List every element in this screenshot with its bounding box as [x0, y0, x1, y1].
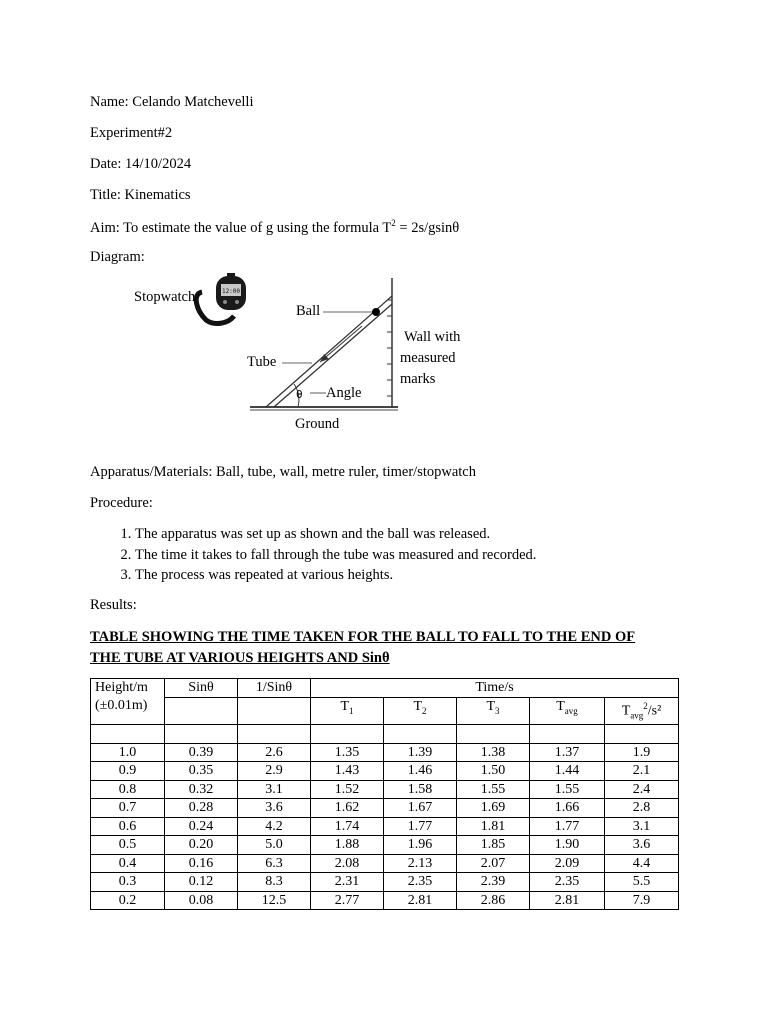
table-cell: 2.4 — [605, 780, 679, 799]
table-cell: 2.86 — [457, 891, 530, 910]
table-cell: 0.3 — [91, 873, 165, 892]
table-cell: 0.6 — [91, 817, 165, 836]
table-cell: 2.6 — [238, 743, 311, 762]
table-cell: 0.2 — [91, 891, 165, 910]
table-cell: 3.1 — [605, 817, 679, 836]
table-cell: 1.38 — [457, 743, 530, 762]
header-time: Time/s — [311, 679, 679, 698]
angle-label: Angle — [326, 385, 362, 401]
table-cell: 3.6 — [238, 799, 311, 818]
ground-label: Ground — [295, 416, 340, 432]
table-cell: 6.3 — [238, 854, 311, 873]
table-cell: 1.74 — [311, 817, 384, 836]
table-row — [91, 799, 679, 818]
table-row — [91, 836, 679, 855]
table-cell: 0.28 — [165, 799, 238, 818]
table-row — [91, 780, 679, 799]
stopwatch-icon — [196, 273, 246, 323]
tube-label: Tube — [247, 354, 277, 370]
results-table — [90, 678, 679, 910]
table-cell: 0.24 — [165, 817, 238, 836]
table-cell: 0.7 — [91, 799, 165, 818]
apparatus-materials: Apparatus/Materials: Ball, tube, wall, metre ruler, timer/stopwatch — [90, 464, 476, 480]
table-cell: 1.50 — [457, 762, 530, 781]
table-cell: 1.77 — [530, 817, 605, 836]
table-cell: 1.55 — [457, 780, 530, 799]
table-cell: 0.08 — [165, 891, 238, 910]
header-inverse-sin: 1/Sinθ — [238, 679, 311, 698]
table-cell: 8.3 — [238, 873, 311, 892]
table-cell: 1.35 — [311, 743, 384, 762]
table-cell: 3.6 — [605, 836, 679, 855]
table-cell: 7.9 — [605, 891, 679, 910]
theta-symbol: θ — [296, 388, 303, 401]
procedure-label: Procedure: — [90, 495, 153, 511]
stopwatch-label: Stopwatch — [134, 289, 196, 305]
table-cell: 0.39 — [165, 743, 238, 762]
table-row — [91, 891, 679, 910]
table-cell: 1.39 — [384, 743, 457, 762]
table-cell: 1.44 — [530, 762, 605, 781]
table-cell: 1.52 — [311, 780, 384, 799]
table-cell: 2.08 — [311, 854, 384, 873]
table-cell: 1.0 — [91, 743, 165, 762]
header-sin: Sinθ — [165, 679, 238, 698]
header-tavg-squared: $T_{avg}^2/s^2$ — [605, 697, 679, 725]
procedure-step: 2. The time it takes to fall through the tube was measured and recorded. — [135, 545, 536, 566]
table-cell: 0.35 — [165, 762, 238, 781]
table-row — [91, 743, 679, 762]
table-cell: 0.16 — [165, 854, 238, 873]
title: Title: Kinematics — [90, 187, 191, 203]
aim: Aim: To estimate the value of g using the formula $T^2 = 2s/gsin\theta$ — [90, 218, 460, 236]
table-cell: 2.1 — [605, 762, 679, 781]
table-cell: 12.5 — [238, 891, 311, 910]
table-row — [91, 873, 679, 892]
table-cell: 1.90 — [530, 836, 605, 855]
header-t1: $T_1$ — [311, 697, 384, 725]
header-t3: $T_3$ — [457, 697, 530, 725]
table-cell: 1.37 — [530, 743, 605, 762]
table-row — [91, 762, 679, 781]
table-cell: 0.32 — [165, 780, 238, 799]
table-heading: TABLE SHOWING THE TIME TAKEN FOR THE BALL TO FALL TO THE END OF THE TUBE AT VARIOUS HEIGHTS AND Sinθ — [90, 629, 636, 666]
table-row — [91, 854, 679, 873]
wall-label-line-3: marks — [400, 371, 436, 387]
table-cell: 1.81 — [457, 817, 530, 836]
table-cell: 1.46 — [384, 762, 457, 781]
table-cell: 1.96 — [384, 836, 457, 855]
table-cell: 2.09 — [530, 854, 605, 873]
table-row — [91, 817, 679, 836]
blank-row — [91, 725, 679, 744]
results-label: Results: — [90, 597, 137, 613]
ball-label: Ball — [296, 303, 321, 319]
table-cell: 1.58 — [384, 780, 457, 799]
table-cell: 2.31 — [311, 873, 384, 892]
procedure-list — [90, 524, 536, 586]
table-cell: 5.5 — [605, 873, 679, 892]
student-name: Name: Celando Matchevelli — [90, 94, 254, 110]
table-cell: 1.77 — [384, 817, 457, 836]
procedure-step: 1. The apparatus was set up as shown and the ball was released. — [135, 524, 536, 545]
table-cell: 1.9 — [605, 743, 679, 762]
diagram-label: Diagram: — [90, 249, 145, 265]
table-cell: 0.4 — [91, 854, 165, 873]
table-cell: 1.55 — [530, 780, 605, 799]
wall-label-line-2: measured — [400, 350, 456, 366]
table-cell: 1.66 — [530, 799, 605, 818]
procedure-step: 3. The process was repeated at various heights. — [135, 565, 536, 586]
table-cell: 4.2 — [238, 817, 311, 836]
wall-label-line-1: Wall with — [404, 329, 461, 345]
header-height: Height/m (±0.01m) — [91, 679, 165, 725]
table-cell: 2.77 — [311, 891, 384, 910]
table-cell: 2.39 — [457, 873, 530, 892]
table-cell: 0.20 — [165, 836, 238, 855]
table-cell: 2.35 — [530, 873, 605, 892]
header-t2: $T_2$ — [384, 697, 457, 725]
experiment-number: Experiment#2 — [90, 125, 173, 141]
table-cell: 2.8 — [605, 799, 679, 818]
table-cell: 1.43 — [311, 762, 384, 781]
table-cell: 0.5 — [91, 836, 165, 855]
table-cell: 3.1 — [238, 780, 311, 799]
apparatus-diagram — [130, 270, 480, 440]
table-cell: 0.9 — [91, 762, 165, 781]
table-cell: 1.67 — [384, 799, 457, 818]
table-cell: 1.69 — [457, 799, 530, 818]
table-cell: 2.81 — [530, 891, 605, 910]
table-cell: 1.85 — [457, 836, 530, 855]
date: Date: 14/10/2024 — [90, 156, 192, 172]
table-cell: 2.35 — [384, 873, 457, 892]
table-cell: 2.07 — [457, 854, 530, 873]
table-cell: 2.9 — [238, 762, 311, 781]
table-cell: 2.13 — [384, 854, 457, 873]
table-cell: 1.62 — [311, 799, 384, 818]
table-cell: 5.0 — [238, 836, 311, 855]
table-cell: 0.12 — [165, 873, 238, 892]
table-cell: 4.4 — [605, 854, 679, 873]
header-tavg: $T_{avg}$ — [530, 697, 605, 725]
table-cell: 2.81 — [384, 891, 457, 910]
table-cell: 1.88 — [311, 836, 384, 855]
svg-text:12:00: 12:00 — [221, 288, 241, 295]
table-cell: 0.8 — [91, 780, 165, 799]
